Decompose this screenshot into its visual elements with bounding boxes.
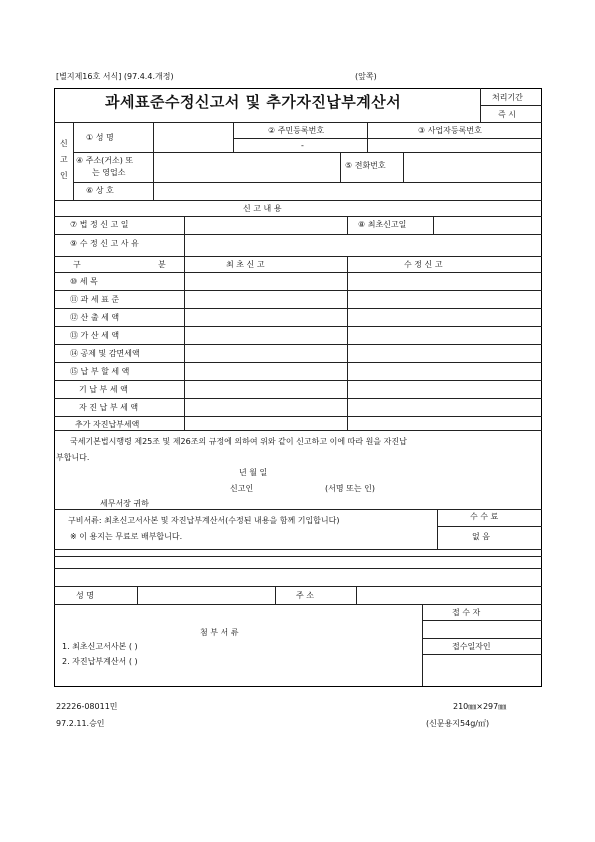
receipt-address-field[interactable] <box>357 587 541 603</box>
sign-note: (서명 또는 인) <box>325 484 375 493</box>
initial-date-label: ⑧ 최초신고일 <box>358 220 407 229</box>
item-self-paid-tax: 자 진 납 부 세 액 <box>79 403 139 412</box>
address-field[interactable] <box>154 153 339 181</box>
item-prepaid-tax: 기 납 부 세 액 <box>79 385 128 394</box>
paper-type: (신문용지54g/㎡) <box>426 719 490 728</box>
paper-size: 210㎜×297㎜ <box>453 702 507 711</box>
division-label-right: 분 <box>158 260 166 269</box>
item-payable-tax: ⑮ 납 부 할 세 액 <box>70 367 130 376</box>
business-number-label: ③ 사업자등록번호 <box>418 126 482 135</box>
reason-field[interactable] <box>185 235 541 255</box>
reporter-label-3: 인 <box>60 171 68 180</box>
declaration-text-2: 부합니다. <box>56 453 90 462</box>
statutory-date-label: ⑦ 법 정 신 고 일 <box>70 220 129 229</box>
free-note: ※ 이 용지는 무료로 배부합니다. <box>70 532 183 541</box>
statutory-date-field[interactable] <box>185 217 347 233</box>
processing-period-label: 처리기간 <box>492 93 523 102</box>
initial-report-column[interactable] <box>185 273 346 429</box>
form-code: 22226-08011민 <box>56 702 118 711</box>
signer-label: 신고인 <box>230 484 254 493</box>
required-documents: 구비서류: 최초신고서사본 및 자진납부계산서(수정된 내용을 함께 기입합니다) <box>68 516 340 525</box>
item-additional-self-paid: 추가 자진납부세액 <box>75 420 140 429</box>
address-label: ④ 주소(거소) 또 <box>76 156 134 165</box>
reporter-label-2: 고 <box>60 155 68 164</box>
phone-field[interactable] <box>404 153 541 181</box>
attachment-2: 2. 자진납부계산서 ( ) <box>62 657 138 666</box>
declaration-text: 국세기본법시행령 제25조 및 제26조의 규정에 의하여 위와 같이 신고하고 이에 따라 원을 자진납 <box>70 437 407 446</box>
resident-number-label: ② 주민등록번호 <box>268 126 325 135</box>
receipt-name-label: 성 명 <box>76 591 94 600</box>
receipt-date-label: 접수일자인 <box>452 642 491 651</box>
address-label-2: 는 영업소 <box>92 168 126 177</box>
trade-name-field[interactable] <box>154 183 541 199</box>
item-additional-tax: ⑬ 가 산 세 액 <box>70 331 120 340</box>
approval-date: 97.2.11.승인 <box>56 719 105 728</box>
item-deduction: ⑭ 공제 및 감면세액 <box>70 349 140 358</box>
name-field[interactable] <box>154 123 233 152</box>
addressee: 세무서장 귀하 <box>100 499 149 508</box>
initial-report-header: 최 초 신 고 <box>226 260 265 269</box>
receipt-address-label: 주 소 <box>296 591 314 600</box>
fee-label: 수 수 료 <box>470 512 499 521</box>
receiver-label: 접 수 자 <box>452 608 481 617</box>
attachments-title: 첨 부 서 류 <box>200 628 239 637</box>
reason-label: ⑨ 수 정 신 고 사 유 <box>70 239 139 248</box>
form-number: [별지제16호 서식] (97.4.4.개정) <box>56 72 174 81</box>
receiver-field[interactable] <box>423 621 541 637</box>
amended-report-header: 수 정 신 고 <box>404 260 443 269</box>
declaration-date: 년 월 일 <box>239 468 268 477</box>
form-title: 과세표준수정신고서 및 추가자진납부계산서 <box>105 93 402 111</box>
business-number-field[interactable] <box>368 139 541 152</box>
receipt-stamp-area[interactable] <box>423 655 541 685</box>
initial-date-field[interactable] <box>434 217 541 233</box>
processing-period-value: 즉 시 <box>498 110 516 119</box>
page-side: (앞쪽) <box>355 72 377 81</box>
name-label: ① 성 명 <box>86 133 114 142</box>
resident-number-value: - <box>301 141 304 150</box>
receipt-name-field[interactable] <box>138 587 275 603</box>
amended-report-column[interactable] <box>348 273 541 429</box>
item-tax-type: ⑩ 세 목 <box>70 277 98 286</box>
trade-name-label: ⑥ 상 호 <box>86 186 114 195</box>
attachment-1: 1. 최초신고서사본 ( ) <box>62 642 138 651</box>
content-heading: 신 고 내 용 <box>243 204 282 213</box>
item-tax-base: ⑪ 과 세 표 준 <box>70 295 120 304</box>
division-label-left: 구 <box>73 260 81 269</box>
item-computed-tax: ⑫ 산 출 세 액 <box>70 313 120 322</box>
phone-label: ⑤ 전화번호 <box>345 161 386 170</box>
fee-value: 없 음 <box>472 532 490 541</box>
reporter-label-1: 신 <box>60 139 68 148</box>
